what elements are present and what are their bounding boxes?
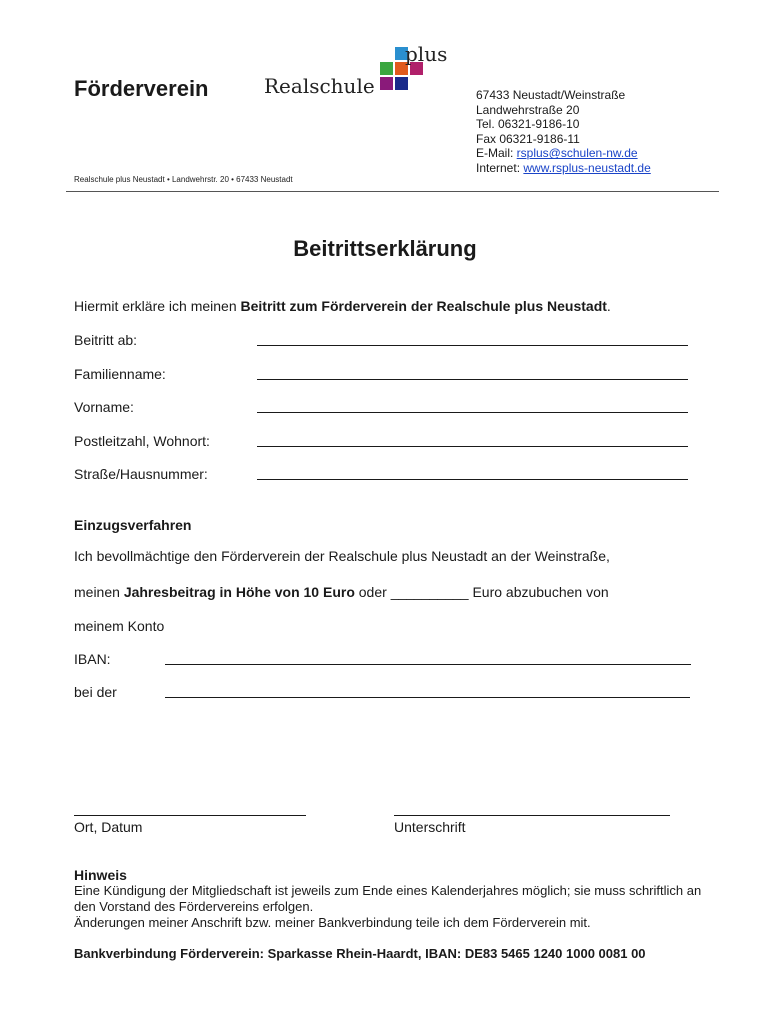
field-line-beitritt[interactable] <box>257 330 688 346</box>
field-label-strasse: Straße/Hausnummer: <box>74 466 208 482</box>
bank-info: Bankverbindung Förderverein: Sparkasse Rhein-Haardt, IBAN: DE83 5465 1240 1000 0081 00 <box>74 946 646 961</box>
contact-city: 67433 Neustadt/Weinstraße <box>476 88 626 102</box>
logo-square-navy <box>395 77 408 90</box>
place-date-line[interactable] <box>74 801 306 816</box>
place-date-label: Ort, Datum <box>74 819 143 835</box>
signature-label: Unterschrift <box>394 819 466 835</box>
field-line-familienname[interactable] <box>257 364 688 380</box>
notes-text-2: Änderungen meiner Anschrift bzw. meiner Bankverbindung teile ich dem Förderverein mit. <box>74 915 591 930</box>
intro-suffix: . <box>606 298 611 314</box>
signature-line[interactable] <box>394 801 670 816</box>
website-link[interactable]: www.rsplus-neustadt.de <box>523 160 651 175</box>
contact-block <box>476 88 651 176</box>
field-label-vorname: Vorname: <box>74 399 134 415</box>
field-line-vorname[interactable] <box>257 397 688 413</box>
bank-label: bei der <box>74 684 117 700</box>
einzug-line3: meinem Konto <box>74 618 165 634</box>
logo-square-green <box>380 62 393 75</box>
einzug-line2 <box>74 584 609 600</box>
einzug-line2-mid: oder <box>354 584 391 600</box>
notes-text-1: Eine Kündigung der Mitgliedschaft ist jeweils zum Ende eines Kalenderjahres möglich; sie muss schriftlich an den Vorstand des Fördervereins erfolgen. <box>74 883 702 914</box>
logo-wordmark: Realschule <box>264 74 375 98</box>
email-link[interactable]: rsplus@schulen-nw.de <box>516 146 638 161</box>
contact-internet-label: Internet: <box>476 160 524 175</box>
iban-field[interactable] <box>165 649 691 665</box>
contact-internet-row <box>476 161 651 176</box>
bank-field[interactable] <box>165 682 690 698</box>
logo-square-purple <box>380 77 393 90</box>
einzug-line2-prefix: meinen <box>74 584 124 600</box>
einzug-heading: Einzugsverfahren <box>74 517 192 533</box>
notes-block <box>74 867 714 931</box>
field-line-strasse[interactable] <box>257 464 688 480</box>
contact-fax: Fax 06321-9186-11 <box>476 131 580 146</box>
iban-label: IBAN: <box>74 651 111 667</box>
einzug-line1: Ich bevollmächtige den Förderverein der Realschule plus Neustadt an der Weinstraße, <box>74 548 610 564</box>
contact-email-label: E-Mail: <box>476 146 517 161</box>
field-line-wohnort[interactable] <box>257 431 688 447</box>
contact-email-row <box>476 146 651 161</box>
intro-prefix: Hiermit erkläre ich meinen <box>74 298 241 314</box>
notes-heading: Hinweis <box>74 867 127 883</box>
contact-tel: Tel. 06321-9186-10 <box>476 117 580 132</box>
contact-street: Landwehrstraße 20 <box>476 102 580 117</box>
field-label-beitritt: Beitritt ab: <box>74 332 138 348</box>
jahresbeitrag-text: Jahresbeitrag in Höhe von 10 Euro <box>123 584 355 600</box>
association-title: Förderverein <box>74 76 209 101</box>
field-label-wohnort: Postleitzahl, Wohnort: <box>74 433 210 449</box>
sender-line: Realschule plus Neustadt • Landwehrstr. 20 • 67433 Neustadt <box>74 175 293 184</box>
form-title: Beitrittserklärung <box>293 236 477 261</box>
field-label-familienname: Familienname: <box>74 366 166 382</box>
custom-amount-field[interactable]: __________ <box>390 584 469 600</box>
einzug-line2-suffix: Euro abzubuchen von <box>468 584 609 600</box>
intro-bold: Beitritt zum Förderverein der Realschule plus Neustadt <box>240 298 607 314</box>
intro-text <box>74 298 611 314</box>
header-divider <box>66 191 719 192</box>
logo-plus-text: plus <box>405 42 448 66</box>
